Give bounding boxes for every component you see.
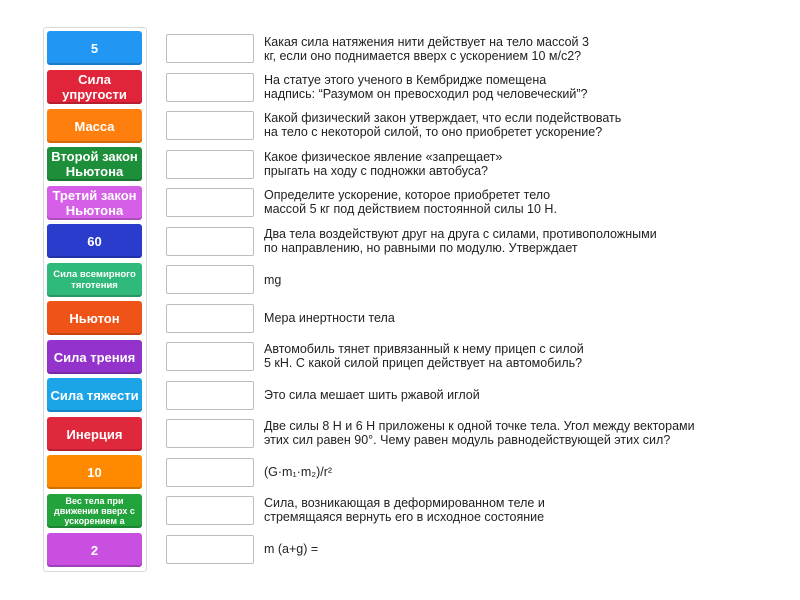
answer-tile[interactable]: Сила трения: [47, 340, 142, 374]
question-text: (G·m₁·m₂)/r²: [264, 465, 333, 479]
question-text: Какое физическое явление «запрещает» прыгать на ходу с подножки автобуса?: [264, 150, 503, 178]
question-text: mg: [264, 273, 282, 287]
answer-slot[interactable]: [166, 111, 254, 140]
question-text: Это сила мешает шить ржавой иглой: [264, 388, 480, 402]
answer-tile[interactable]: Инерция: [47, 417, 142, 451]
answer-slot[interactable]: [166, 188, 254, 217]
answer-slot[interactable]: [166, 535, 254, 564]
question-text: Какой физический закон утверждает, что если подействовать на тело с некоторой силой, то оно приобретет ускорение?: [264, 111, 622, 139]
answer-tile[interactable]: Вес тела при движении вверх с ускорением а: [47, 494, 142, 528]
question-text: Две силы 8 Н и 6 Н приложены к одной точке тела. Угол между векторами этих сил равен 90°. Чему равен модуль равнодействующей этих сил?: [264, 419, 695, 447]
answer-slot[interactable]: [166, 458, 254, 487]
answer-slot[interactable]: [166, 265, 254, 294]
answer-slot[interactable]: [166, 150, 254, 179]
answer-tile[interactable]: Второй закон Ньютона: [47, 147, 142, 181]
answer-tile[interactable]: 5: [47, 31, 142, 65]
answer-tile[interactable]: 60: [47, 224, 142, 258]
question-text: Автомобиль тянет привязанный к нему прицеп с силой 5 кН. С какой силой прицеп действует на автомобиль?: [264, 342, 584, 370]
answer-tile[interactable]: Третий закон Ньютона: [47, 186, 142, 220]
question-text: На статуе этого ученого в Кембридже помещена надпись: “Разумом он превосходил род человеческий”?: [264, 73, 588, 101]
answer-slot[interactable]: [166, 381, 254, 410]
answer-tile[interactable]: Ньютон: [47, 301, 142, 335]
question-text: Определите ускорение, которое приобретет тело массой 5 кг под действием постоянной силы 10 Н.: [264, 188, 557, 216]
question-text: Какая сила натяжения нити действует на тело массой 3 кг, если оно поднимается вверх с ускорением 10 м/с2?: [264, 35, 589, 63]
answer-tile[interactable]: Сила упругости: [47, 70, 142, 104]
answer-slot[interactable]: [166, 496, 254, 525]
answer-tile[interactable]: Масса: [47, 109, 142, 143]
answer-tile[interactable]: 10: [47, 455, 142, 489]
answer-slot[interactable]: [166, 227, 254, 256]
question-text: Сила, возникающая в деформированном теле и стремящаяся вернуть его в исходное состояние: [264, 496, 545, 524]
answer-tile[interactable]: Сила тяжести: [47, 378, 142, 412]
answer-slot[interactable]: [166, 34, 254, 63]
answer-slot[interactable]: [166, 304, 254, 333]
answer-slot[interactable]: [166, 73, 254, 102]
question-text: m (a+g) =: [264, 542, 319, 556]
question-text: Мера инертности тела: [264, 311, 395, 325]
question-text: Два тела воздействуют друг на друга с силами, противоположными по направлению, но равными по модулю. Утверждает: [264, 227, 657, 255]
answer-tile[interactable]: 2: [47, 533, 142, 567]
answer-slot[interactable]: [166, 342, 254, 371]
answer-slot[interactable]: [166, 419, 254, 448]
answer-tile[interactable]: Сила всемирного тяготения: [47, 263, 142, 297]
